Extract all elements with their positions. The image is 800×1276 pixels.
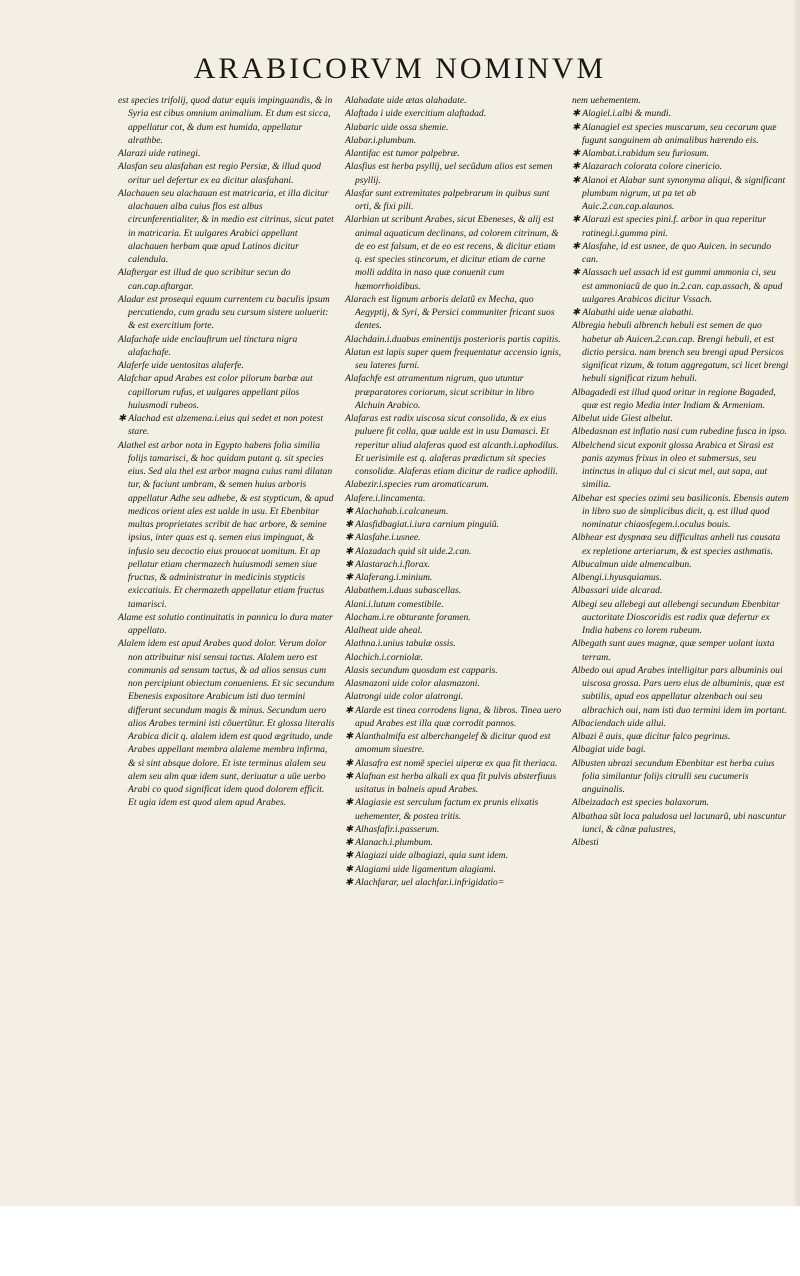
dictionary-entry: ✱ Alassach uel assach id est gummi ammonia ci, seu est ammoniacũ de quo in.2.can. cap.assach, & apud uulgares Arabicos dicitur Vssach. (572, 267, 783, 305)
dictionary-entry: Alarbian ut scribunt Arabes, sicut Ebeneses, & alij est animal aquaticum declinans, ad colorem citrinum, & de eo est falsum, et de eo est recens, & dicitur etiam q. est species stincorum, et dicitur etiam de carne molli addita in naso quæ conuenit cum hæmorrhoidibus. (345, 214, 559, 292)
dictionary-entry: est species trifolij, quod datur equis impinguandis, & in Syria est cibus omnium animalium. Et dum est sicca, appellatur cot, & dum est humida, appellatur alrathbe. (118, 95, 333, 146)
dictionary-entry: Albassari uide alcarad. (572, 585, 663, 597)
dictionary-entry: Albengi.i.hyusquiamus. (572, 572, 662, 583)
dictionary-entry: Alarazi uide ratinegi. (118, 148, 201, 159)
dictionary-entry: Alafaras est radix uiscosa sicut consolida, & ex eius puluere fit colla, quæ ualde est in usu Damasci. Et reperitur aliud alaferas quod est alcanth.i.aphodilus. Et uerisimile est q. alaferas prædictum sit species consolidæ. Alaferas etiam dicitur de radice aphodili. (345, 413, 559, 477)
dictionary-entry: ✱ Alachad est alzemena.i.eius qui sedet et non potest stare. (118, 413, 324, 438)
dictionary-entry: ✱ Alagiel.i.albi & mundi. (572, 108, 672, 120)
dictionary-entry: Alasfan seu alasfahan est regio Persiæ, & illud quod oritur uel defertur ex ea dicitur alasfahani. (118, 161, 321, 186)
dictionary-entry: ✱ Alaferang.i.minium. (345, 572, 433, 583)
dictionary-entry: Albedo oui apud Arabes intelligitur pars albuminis oui uiscosa grossa. Pars uero eius de albuminis, quæ est subtilis, apud eos appellatur alzenbach oui seu albrachich oui, nam isti duo termini idem im portant. (572, 664, 787, 716)
dictionary-entry: ✱ Alambat.i.rabidum seu furiosum. (572, 148, 709, 159)
dictionary-entry: Alatun est lapis super quem frequentatur accensio ignis, seu lateres furni. (345, 346, 562, 371)
bottom-margin (0, 1206, 800, 1276)
dictionary-entry: Alachdain.i.duabus eminentijs posterioris partis capitis. (345, 333, 561, 345)
dictionary-entry: Albehar est species ozimi seu basiliconis. Ebensis autem in libro suo de simplicibus dicit, q. est illud quod nominatur chiaosfegem.i.oculus bouis. (572, 492, 789, 530)
dictionary-entry: Alaftada i uide exercitium alaftadad. (345, 108, 487, 120)
page-edge (794, 0, 800, 1206)
dictionary-entry: Albazi ẽ auis, quæ dicitur falco pegrinus. (572, 731, 731, 742)
dictionary-entry: ✱ Alagiasie est serculum factum ex prunis elixatis uehementer, & postea tritis. (345, 797, 539, 822)
dictionary-entry: Albregia hebuli albrench hebuli est semen de quo habetur ab Auicen.2.can.cap. Brengi hebuli, et est dictio persica. nam brench seu brengi apud Persicos significat rizum, & totum aggregatum, sci licet brengi hebuli significat rizum hebuli. (572, 320, 789, 385)
column-right (572, 94, 789, 889)
dictionary-entry: Alarach est lignum arboris delatũ ex Mecha, quo Aegyptij, & Syri, & Persici communiter fricant suos dentes. (345, 293, 555, 332)
dictionary-entry: ✱ Alanthalmifa est alberchangelef & dicitur quod est amomum siuestre. (345, 731, 551, 756)
dictionary-entry: ✱ Alazarach colorata colore cinericio. (572, 161, 723, 173)
text-columns (118, 94, 790, 889)
dictionary-entry: Albesti (572, 837, 599, 848)
dictionary-entry: ✱ Alastarach.i.florax. (345, 558, 431, 570)
dictionary-entry: ✱ Alagiazi uide albagiazi, quia sunt idem. (345, 850, 508, 862)
dictionary-entry: ✱ Alarazi est species pini.f. arbor in qua reperitur ratinegi.i.gumma pini. (572, 214, 767, 239)
dictionary-entry: Alaferfe uide uentositas alaferfe. (118, 360, 244, 371)
dictionary-entry: Alafachafe uide enclauftrum uel tinctura nigra alafachafe. (118, 333, 298, 358)
dictionary-entry: Alabezir.i.species rum aromaticarum. (345, 479, 489, 491)
dictionary-entry: Alahadate uide ætas alahadate. (345, 95, 467, 106)
dictionary-entry: Alachauen seu alachauan est matricaria, et illa dicitur alachauen alba cuius flos est albus circunferentialiter, & in medio est citrinus, sicut patet in matricaria. Et uulgares Arabici appellant alachauen herbam quæ apud Latinos dicitur calendula. (118, 187, 334, 265)
dictionary-entry: ✱ Alarde est tinea corrodens ligna, & libros. Tinea uero apud Arabes est illa quæ corrodit pannos. (345, 704, 562, 729)
dictionary-entry: Alani.i.lutum comestibile. (345, 598, 444, 610)
dictionary-entry: Alalheat uide aheal. (345, 625, 423, 636)
column-middle (345, 94, 562, 889)
dictionary-entry: nem uehementem. (572, 95, 641, 106)
dictionary-entry: Albaciendach uide allui. (572, 717, 667, 729)
dictionary-entry: ✱ Alanach.i.plumbum. (345, 837, 433, 848)
dictionary-entry: ✱ Alasafra est nomẽ speciei uiperæ ex qua fit theriaca. (345, 757, 558, 769)
dictionary-entry: Alasfius est herba psyllij, uel secũdum alios est semen psyllij. (345, 161, 553, 186)
dictionary-entry: Alacham.i.re obturante foramen. (345, 611, 471, 623)
dictionary-entry: ✱ Alabathi uide uenæ alabathi. (572, 307, 694, 318)
dictionary-entry: Alabathem.i.duas subascellas. (345, 585, 462, 597)
dictionary-entry: Alathna.i.unius tabulæ ossis. (345, 638, 456, 650)
dictionary-entry: Alafchar apud Arabes est color pilorum barbæ aut capillorum rufus, et uulgares appellant pilos huiusmodi rubeos. (118, 373, 313, 411)
dictionary-entry: Aladar est prosequi equum currentem cu baculis ipsum percutiendo, cum gradu seu cursum sistere uoluerit: & est exercitium forte. (118, 293, 330, 332)
dictionary-entry: ✱ Alhasfafir.i.passerum. (345, 823, 440, 835)
dictionary-entry: Alatrongi uide color alatrongi. (345, 691, 464, 703)
dictionary-entry: ✱ Alagiami uide ligamentum alagiami. (345, 863, 496, 875)
dictionary-entry: Albucalmun uide almencalbun. (572, 558, 692, 570)
dictionary-entry: Albhear est dyspnœa seu difficultas anheli tus causata ex repletione arteriarum, & est species asthmatis. (572, 532, 781, 557)
dictionary-entry: Alachich.i.corniolæ. (345, 651, 424, 663)
dictionary-entry: ✱ Alanoi et Alabar sunt synonyma aliqui, & significant plumbum nigrum, ut pa tet ab Auic.2.can.cap.alaunos. (572, 174, 786, 212)
dictionary-entry: Albelchend sicut exponit glossa Arabica et Sirasi est panis azymus frixus in oleo et submersus, seu intinctus in aliquo dul ci sicut mel, aut sapa, aut similia. (572, 439, 774, 491)
dictionary-entry: Alasis secundum quosdam est capparis. (345, 664, 498, 676)
dictionary-entry: Alabaric uide ossa shemie. (345, 121, 449, 133)
dictionary-entry: Alalem idem est apud Arabes quod dolor. Verum dolor non attribuitur nisi sensui tactus. Alalem uero est communis ad sensum tactus, & ad alios sensus cum non percipiunt obiectum conueniens. Et sic secundum Ebenesis expositore Arabicum isti duo termini differunt secundum magis & minus. Secundum uero alios Arabes termini isti cõuertũtur. Et glossa literalis Arabica dicit q. alalem idem est quod ægritudo, unde Arabes appellant membra alaleme membra infirma, & si sint absque dolore. Et iste terminus alalem seu alem seu alm quæ idem sunt, deriuatur a uũe uerbo Arabi co quod significat idem quod dolorem efficit. Et ugia idem est quod alem apud Arabes. (118, 638, 335, 809)
dictionary-entry: ✱ Alasfahe.i.usnee. (345, 532, 421, 544)
dictionary-entry: Albagadedi est illud quod oritur in regione Bagaded, quæ est regio Media inter Indiam & Armeniam. (572, 386, 776, 411)
dictionary-entry: Alafachfe est atramentum nigrum, quo utuntur præparatores coriorum, sicut scribitur in libro Alchuin Arabico. (345, 373, 534, 411)
dictionary-entry: Alasfar sunt extremitates palpebrarum in quibus sunt orti, & fixi pili. (345, 187, 550, 212)
running-head: ARABICORVM NOMINVM (193, 52, 607, 85)
dictionary-entry: Alaftergar est illud de quo scribitur secun do can.cap.aftargar. (118, 267, 291, 292)
dictionary-entry: ✱ Alafnan est herba alkali ex qua fit pulvis absterfiuus usitatus in balneis apud Arabes. (345, 770, 557, 795)
dictionary-entry: Alafere.i.lincamenta. (345, 492, 426, 504)
dictionary-entry: Albusten ubrazi secundum Ebenbitar est herba cuius folia similantur folijs citrulli seu cucumeris anguinalis. (572, 757, 775, 795)
dictionary-entry: Albagiat uide bagi. (572, 744, 646, 756)
dictionary-entry: ✱ Alazadach quid sit uide.2.can. (345, 545, 472, 557)
dictionary-entry: ✱ Alanagiel est species muscarum, seu cecarum quæ fugunt sanguinem ab animalibus hærendo eis. (572, 121, 777, 146)
dictionary-entry: Albegi seu allebegi aut allebengi secundum Ebenbitar auctoritate Dioscoridis est radix quæ defertur ex India habens co lorem rubeum. (572, 598, 780, 636)
dictionary-entry: Alabar.i.plumbum. (345, 134, 417, 146)
dictionary-entry: Albelut uide Giest albelut. (572, 413, 673, 424)
dictionary-entry: Albathaa sũt loca paludosa uel lacunarũ, ubi nascuntur iunci, & cãnæ palustres, (572, 810, 787, 835)
dictionary-entry: ✱ Alachahab.i.calcaneum. (345, 505, 449, 517)
dictionary-entry: Alathel est arbor nota in Egypto habens folia similia folijs tamarisci, & hoc quidam putant q. sit species eius. Sed ala thel est arbor magna cuius rami dilatan tur, & faciunt umbram, & semen huius arboris appellatur Adhe seu adhebe, & est stypticum, & apud medicos orient ales est ualde in usu. Et Ebenbitar multas proprietates scribit de hac arbore, & semine ipsius, inter quas est q. semen eius impinguat, & infusio seu decoctio eius prouocat uomitum. Et ap pellatur etiam chermazech huiusmodi semen siue fructus, & administratur in medicinis stypticis exiccatiuis. Et chermazeth appellatur etiam fructus tamarisci. (118, 439, 334, 610)
column-left (118, 94, 335, 889)
dictionary-entry: Albeizadach est species balaxorum. (572, 797, 709, 809)
dictionary-entry: Albedasnan est inflatio nasi cum rubedine fusca in ipso. (572, 426, 788, 438)
dictionary-entry: Albegath sunt aues magnæ, quæ semper uolant iuxta terram. (572, 638, 775, 663)
dictionary-entry: ✱ Alachfarar, uel alachfar.i.infrigidatio= (345, 876, 505, 888)
dictionary-entry: ✱ Alasfahe, id est usnee, de quo Auicen. in secundo can. (572, 240, 771, 265)
dictionary-entry: ✱ Alasfidbagiat.i.iura carnium pinguiũ. (345, 519, 499, 530)
dictionary-entry: Alantifac est tumor palpebræ. (345, 148, 460, 159)
dictionary-entry: Alame est solutio continuitatis in pannicu lo dura mater appellato. (118, 611, 333, 636)
dictionary-entry: Alasmazoni uide color alasmazoni. (345, 678, 480, 689)
